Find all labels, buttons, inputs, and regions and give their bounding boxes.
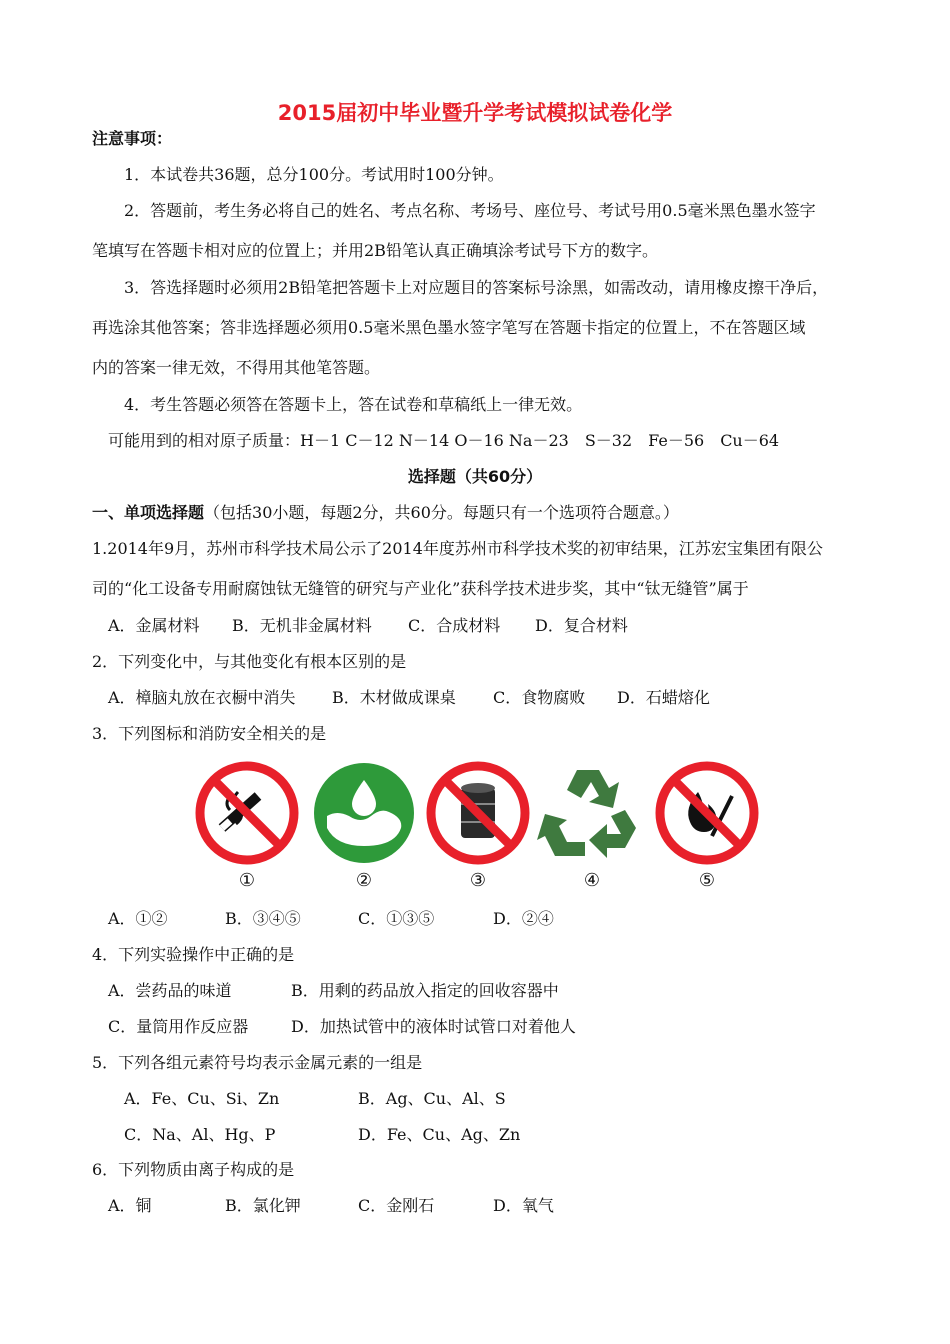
notice-item: 再选涂其他答案；答非选择题必须用0.5毫米黑色墨水签字笔写在答题卡指定的位置上，不在答题区域 xyxy=(92,318,806,337)
option-b: B．用剩的药品放入指定的回收容器中 xyxy=(291,981,559,1000)
option-b: B．木材做成课桌 xyxy=(332,688,456,707)
question-stem: 司的“化工设备专用耐腐蚀钛无缝管的研究与产业化”获科学技术进步奖，其中“钛无缝管”属于 xyxy=(92,579,749,598)
section-title: 选择题（共60分） xyxy=(407,467,543,486)
notice-item: 3．答选择题时必须用2B铅笔把答题卡上对应题目的答案标号涂黑，如需改动，请用橡皮擦干净后， xyxy=(124,278,829,297)
icon-label-3: ③ xyxy=(469,870,487,891)
no-open-flame-icon xyxy=(652,758,762,868)
notice-item: 笔填写在答题卡相对应的位置上；并用2B铅笔认真正确填涂考试号下方的数字。 xyxy=(92,241,658,260)
option-a: A．①② xyxy=(108,909,168,928)
option-a: A．樟脑丸放在衣橱中消失 xyxy=(108,688,296,707)
option-c: C．食物腐败 xyxy=(493,688,586,707)
icon-label-5: ⑤ xyxy=(698,870,716,891)
question-stem: 4．下列实验操作中正确的是 xyxy=(92,945,295,964)
option-c: C．量筒用作反应器 xyxy=(108,1017,249,1036)
option-a: A．Fe、Cu、Si、Zn xyxy=(124,1089,280,1108)
notice-heading: 注意事项： xyxy=(92,129,173,148)
option-b: B．无机非金属材料 xyxy=(232,616,372,635)
option-c: C．金刚石 xyxy=(358,1196,435,1215)
option-c: C．Na、Al、Hg、P xyxy=(124,1125,276,1144)
no-smoking-icon xyxy=(192,758,302,868)
question-stem: 3．下列图标和消防安全相关的是 xyxy=(92,724,327,743)
option-d: D．Fe、Cu、Ag、Zn xyxy=(358,1125,521,1144)
icon-label-2: ② xyxy=(355,870,373,891)
notice-item: 4．考生答题必须答在答题卡上，答在试卷和草稿纸上一律无效。 xyxy=(124,395,583,414)
notice-item: 1．本试卷共36题，总分100分。考试用时100分钟。 xyxy=(124,165,504,184)
section-heading-desc: （包括30小题，每题2分，共60分。每题只有一个选项符合题意。） xyxy=(204,503,679,522)
option-d: D．②④ xyxy=(493,909,554,928)
atomic-masses: 可能用到的相对原子质量：H－1 C－12 N－14 O－16 Na－23 S－32 Fe－56 Cu－64 xyxy=(108,431,780,450)
option-c: C．①③⑤ xyxy=(358,909,435,928)
option-b: B．氯化钾 xyxy=(225,1196,301,1215)
water-saving-icon xyxy=(309,758,419,868)
option-c: C．合成材料 xyxy=(408,616,501,635)
option-a: A．金属材料 xyxy=(108,616,200,635)
option-b: B．③④⑤ xyxy=(225,909,301,928)
question-stem: 5．下列各组元素符号均表示金属元素的一组是 xyxy=(92,1053,423,1072)
section-heading-label: 一、单项选择题 xyxy=(92,503,205,522)
page-title: 2015届初中毕业暨升学考试模拟试卷化学 xyxy=(277,101,673,125)
no-oil-drum-icon xyxy=(423,758,533,868)
option-d: D．氧气 xyxy=(493,1196,554,1215)
question-stem: 2．下列变化中，与其他变化有根本区别的是 xyxy=(92,652,407,671)
option-b: B．Ag、Cu、Al、S xyxy=(358,1089,506,1108)
safety-icons-row xyxy=(192,758,762,893)
option-a: A．尝药品的味道 xyxy=(108,981,232,1000)
option-a: A．铜 xyxy=(108,1196,152,1215)
option-d: D．复合材料 xyxy=(535,616,628,635)
icon-label-1: ① xyxy=(238,870,256,891)
option-d: D．加热试管中的液体时试管口对着他人 xyxy=(291,1017,576,1036)
notice-item: 内的答案一律无效，不得用其他笔答题。 xyxy=(92,358,381,377)
section-heading xyxy=(92,503,679,523)
option-d: D．石蜡熔化 xyxy=(617,688,710,707)
question-stem: 6．下列物质由离子构成的是 xyxy=(92,1160,295,1179)
question-stem: 1.2014年9月，苏州市科学技术局公示了2014年度苏州市科学技术奖的初审结果，江苏宏宝集团有限公 xyxy=(92,539,823,558)
icon-label-4: ④ xyxy=(583,870,601,891)
recycling-icon xyxy=(537,758,647,868)
notice-item: 2．答题前，考生务必将自己的姓名、考点名称、考场号、座位号、考试号用0.5毫米黑色墨水签字 xyxy=(124,201,816,220)
